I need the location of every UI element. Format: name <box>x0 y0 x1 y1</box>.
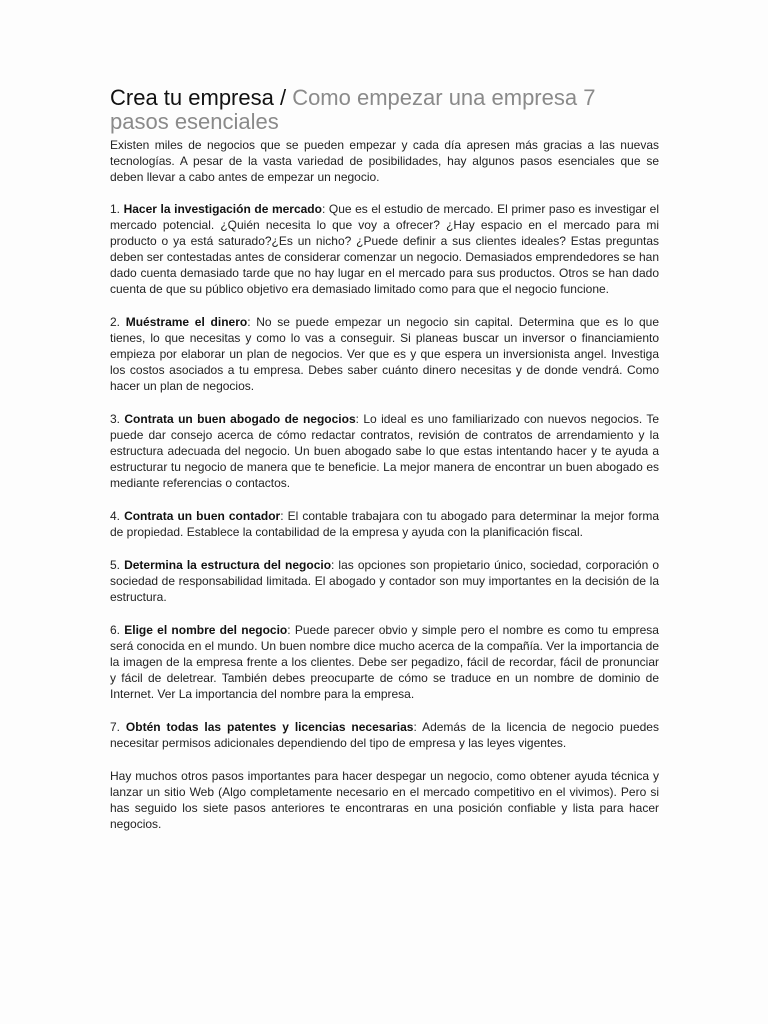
document-content <box>110 86 659 849</box>
step-1 <box>110 201 659 297</box>
step-heading: Determina la estructura del negocio <box>124 558 332 572</box>
step-body: : No se puede empezar un negocio sin capital. Determina que es lo que tienes, lo que necesitas y como lo vas a conseguir. Si planeas buscar un inversor o financiamiento empieza por elaborar un plan de negocios. Ver que es y que espera un inversionista angel. Investiga los costos asociados a tu empresa. Debes saber cuánto dinero necesitas y de donde vendrá. Como hacer un plan de negocios. <box>110 315 660 393</box>
step-body: : Que es el estudio de mercado. El primer paso es investigar el mercado potencial. ¿Quién necesita lo que voy a ofrecer? ¿Hay espacio en el mercado para mi producto o ya está saturado?¿Es un nicho? ¿Puede definir a sus clientes ideales? Estas preguntas deben ser contestadas antes de considerar comenzar un negocio. Demasiados emprendedores se han dado cuenta demasiado tarde que no hay lugar en el mercado para sus productos. Otros se han dado cuenta de que su público objetivo era demasiado limitado como para que el negocio funcione. <box>110 202 660 296</box>
title-main: Crea tu empresa / <box>110 85 293 110</box>
step-4 <box>110 508 659 540</box>
step-number: 5. <box>110 558 125 572</box>
step-body: : Puede parecer obvio y simple pero el nombre es como tu empresa será conocida en el mundo. Un buen nombre dice mucho acerca de la compañía. Ver la importancia de la imagen de la empresa frente a los clientes. Debe ser pegadizo, fácil de recordar, fácil de pronunciar y fácil de deletrear. También debes preocuparte de cómo se traduce en un nombre de dominio de Internet. Ver La importancia del nombre para la empresa. <box>110 623 659 701</box>
step-7 <box>110 719 659 751</box>
step-body: : Además de la licencia de negocio puedes necesitar permisos adicionales dependiendo del tipo de empresa y las leyes vigentes. <box>110 720 659 750</box>
step-heading: Muéstrame el dinero <box>125 315 248 329</box>
step-5 <box>110 557 659 605</box>
page-title <box>110 86 659 134</box>
step-heading: Elige el nombre del negocio <box>124 623 288 637</box>
step-2 <box>110 314 659 394</box>
step-body: : El contable trabajara con tu abogado para determinar la mejor forma de propiedad. Establece la contabilidad de la empresa y ayuda con la planificación fiscal. <box>110 509 659 539</box>
title-subtitle: Como empezar una empresa 7 pasos esenciales <box>110 85 596 134</box>
intro-paragraph: Existen miles de negocios que se pueden empezar y cada día apresen más gracias a las nuevas tecnologías. A pesar de la vasta variedad de posibilidades, hay algunos pasos esenciales que se deben llevar a cabo antes de empezar un negocio. <box>110 138 659 184</box>
step-body: : Lo ideal es uno familiarizado con nuevos negocios. Te puede dar consejo acerca de cómo redactar contratos, revisión de contratos de arrendamiento y la estructura adecuada del negocio. Un buen abogado sabe lo que estas intentando hacer y te ayuda a estructurar tu negocio de manera que te beneficie. La mejor manera de encontrar un buen abogado es mediante referencias o contactos. <box>110 412 659 490</box>
step-number: 4. <box>110 509 125 523</box>
step-3 <box>110 411 659 491</box>
step-number: 3. <box>110 412 125 426</box>
step-heading: Obtén todas las patentes y licencias necesarias <box>125 720 414 734</box>
closing-paragraph: Hay muchos otros pasos importantes para hacer despegar un negocio, como obtener ayuda técnica y lanzar un sitio Web (Algo completamente necesario en el mercado competitivo en el vivimos). Pero si has seguido los siete pasos anteriores te encontraras en una posición confiable y lista para hacer negocios. <box>110 769 659 831</box>
step-number: 2. <box>110 315 126 329</box>
step-body: : las opciones son propietario único, sociedad, corporación o sociedad de responsabilidad limitada. El abogado y contador son muy importantes en la decisión de la estructura. <box>110 558 660 604</box>
step-heading: Contrata un buen contador <box>124 509 281 523</box>
step-number: 1. <box>110 202 124 216</box>
step-heading: Hacer la investigación de mercado <box>123 202 322 216</box>
step-6 <box>110 622 659 702</box>
step-number: 6. <box>110 623 125 637</box>
step-number: 7. <box>110 720 126 734</box>
step-heading: Contrata un buen abogado de negocios <box>124 412 356 426</box>
